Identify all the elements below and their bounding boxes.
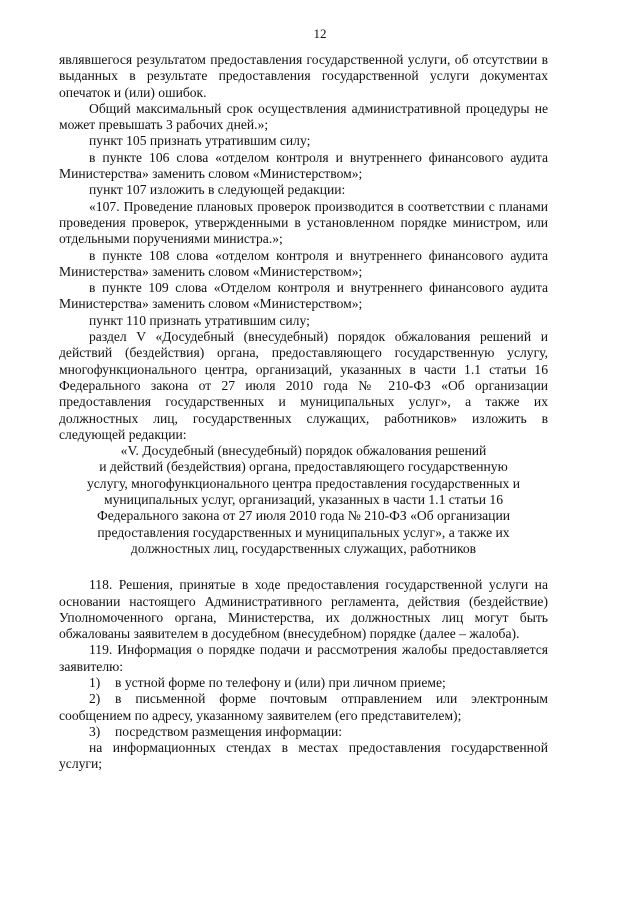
page-number: 12	[313, 26, 327, 41]
paragraph: на информационных стендах в местах предоставления государственной услуги;	[59, 740, 548, 772]
paragraph: в пункте 109 слова «Отделом контроля и внутреннего финансового аудита Министерства» заменить словом «Министерством»;	[59, 280, 548, 312]
paragraph: «107. Проведение плановых проверок производится в соответствии с планами проведения проверок, утвержденными в установленном порядке министром, или отдельными поручениями министра.»;	[59, 198, 548, 247]
list-item	[59, 675, 548, 691]
list-item-number: 2)	[89, 691, 101, 707]
info-methods-list	[59, 675, 548, 740]
section-title-line: Федерального закона от 27 июля 2010 года № 210-ФЗ «Об организации	[97, 508, 510, 524]
list-item-number: 1)	[89, 674, 101, 690]
paragraph: пункт 107 изложить в следующей редакции:	[89, 182, 346, 198]
paragraph: в пункте 108 слова «отделом контроля и внутреннего финансового аудита Министерства» заменить словом «Министерством»;	[59, 247, 548, 279]
paragraph: пункт 110 признать утратившим силу;	[89, 312, 310, 328]
paragraph: раздел V «Досудебный (внесудебный) порядок обжалования решений и действий (бездействия) органа, предоставляющего государственную услугу, многофункционального центра, организаций, указанных в части 1.1 статьи 16 Федерального закона от 27 июля 2010 года № 210-ФЗ «Об организации предоставления государственных и муниципальных услуг», а также их должностных лиц, государственных служащих, работников» изложить в следующей редакции:	[59, 329, 548, 442]
list-item-text: посредством размещения информации:	[115, 723, 343, 739]
paragraph: Общий максимальный срок осуществления административной процедуры не может превышать 3 рабочих дней.»;	[59, 100, 548, 133]
list-item-text: в письменной форме почтовым отправлением или электронным сообщением по адресу, указанному заявителем (его представителем);	[59, 691, 548, 723]
paragraph: 119. Информация о порядке подачи и рассмотрения жалобы предоставляется заявителю:	[59, 642, 548, 674]
section-title-line: и действий (бездействия) органа, предоставляющего государственную	[99, 459, 508, 475]
section-title-line: услугу, многофункционального центра предоставления государственных и	[86, 475, 521, 491]
paragraph: являвшегося результатом предоставления государственной услуги, об отсутствии в выданных в результате предоставления государственной услуги документах опечаток и (или) ошибок.	[59, 52, 548, 100]
list-item	[59, 724, 548, 740]
paragraph: пункт 105 признать утратившим силу;	[89, 133, 311, 149]
document-body	[59, 52, 548, 773]
paragraphs-end	[59, 740, 548, 773]
paragraphs-bottom	[59, 577, 548, 675]
section-title-line: предоставления государственных и муниципальных услуг», а также их	[97, 524, 510, 540]
spacer	[59, 557, 548, 577]
section-title	[59, 443, 548, 557]
section-title-line: муниципальных услуг, организаций, указанных в части 1.1 статьи 16	[103, 492, 503, 508]
list-item-number: 3)	[89, 723, 101, 739]
section-title-line: «V. Досудебный (внесудебный) порядок обжалования решений	[120, 443, 487, 459]
paragraph: 118. Решения, принятые в ходе предоставления государственной услуги на основании настоящего Административного регламента, действия (бездействие) Уполномоченного органа, Министерства, их должностных лиц могут быть обжалованы заявителем в досудебном (внесудебном) порядке (далее – жалоба).	[59, 577, 548, 642]
paragraph: в пункте 106 слова «отделом контроля и внутреннего финансового аудита Министерства» заменить словом «Министерством»;	[59, 149, 548, 182]
paragraphs-top	[59, 52, 548, 443]
section-title-line: должностных лиц, государственных служащих, работников	[130, 540, 477, 556]
list-item-text: в устной форме по телефону и (или) при личном приеме;	[115, 674, 446, 690]
list-item	[59, 691, 548, 724]
